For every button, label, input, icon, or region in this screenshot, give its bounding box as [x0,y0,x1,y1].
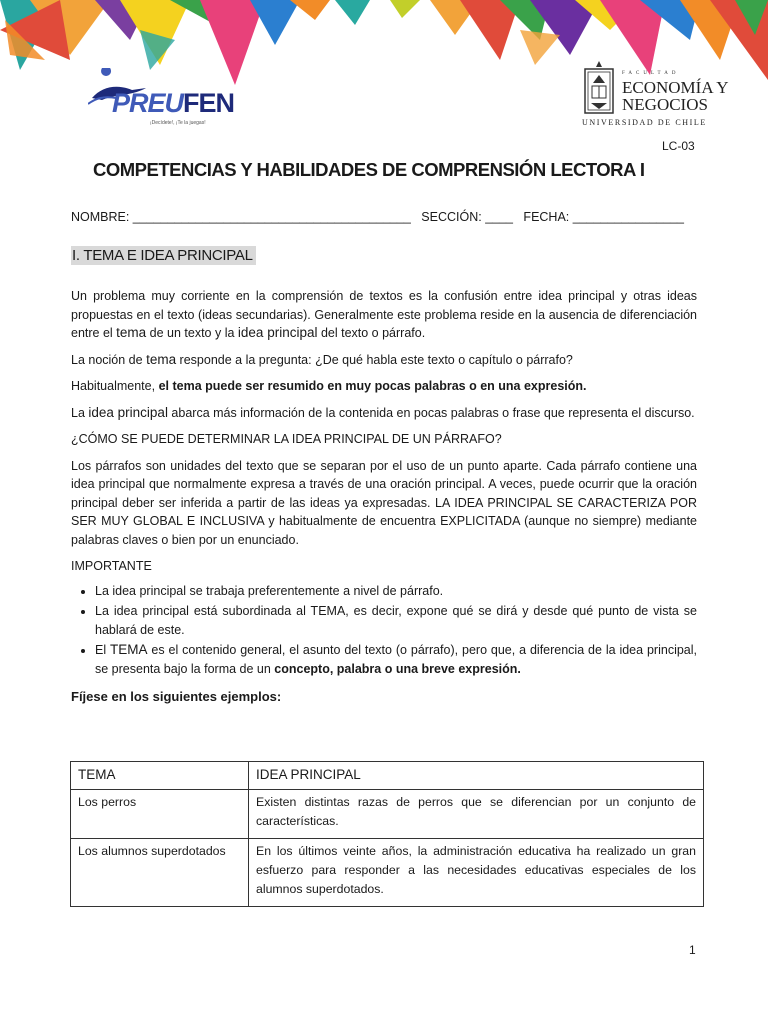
paragraph-question: ¿CÓMO SE PUEDE DETERMINAR LA IDEA PRINCIPAL DE UN PÁRRAFO? [71,432,502,446]
column-header-idea: IDEA PRINCIPAL [249,762,704,790]
table-cell-tema: Los perros [71,790,249,839]
table-cell-tema: Los alumnos superdotados [71,839,249,907]
university-crest-icon [582,59,616,117]
paragraph-parrafos: Los párrafos son unidades del texto que se separan por el uso de un punto aparte. Cada párrafo contiene una idea principal que normalmente expresa a través de una oración principal. A veces, puede ocurrir que la oración principal deber ser inferida a partir de las ideas ya expresadas. LA IDEA PRINCIPAL SE CARACTERIZA POR SER MUY GLOBAL E INCLUSIVA y habitualmente de encuentra EXPLICITADA (aunque no siempre) mediante palabras claves o bien por un enunciado. [71,458,697,547]
student-form-line: NOMBRE: ________________________________________ SECCIÓN: ____ FECHA: ________________ [71,210,684,224]
list-item: • La idea principal está subordinada al TEMA, es decir, expone qué se dirá y desde qué punto de vista se hablará de este. [95,602,697,639]
table-row [71,790,704,839]
examples-heading: Fíjese en los siguientes ejemplos: [71,689,282,704]
table-cell-idea: En los últimos veinte años, la administración educativa ha realizado un gran esfuerzo para responder a las necesidades educativas especiales de los alumnos superdotados. [249,839,704,907]
paragraph-habitualmente: Habitualmente, el tema puede ser resumido en muy pocas palabras o en una expresión. [71,379,587,393]
preufen-tagline: ¡Decídete!, ¡Te la juegas! [150,120,206,126]
university-label: UNIVERSIDAD DE CHILE [582,118,707,127]
examples-table [70,761,704,907]
column-header-tema: TEMA [71,762,249,790]
table-cell-idea: Existen distintas razas de perros que se diferencian por un conjunto de características. [249,790,704,839]
list-item: • El TEMA es el contenido general, el asunto del texto (o párrafo), pero que, a diferencia de la idea principal, se presenta bajo la forma de un concepto, palabra o una breve expresión. [95,641,697,678]
section-heading: I. TEMA E IDEA PRINCIPAL [71,246,256,265]
preufen-logo [88,68,248,128]
table-header-row [71,762,704,790]
paragraph-idea-principal: La idea principal abarca más información de la contenida en pocas palabras o frase que representa el discurso. [71,404,695,420]
document-code: LC-03 [662,139,695,153]
list-item: • La idea principal se trabaja preferentemente a nivel de párrafo. [95,582,697,601]
preufen-wordmark: PREUFEN [112,88,235,118]
paragraph-tema: La noción de tema responde a la pregunta: ¿De qué habla este texto o capítulo o párrafo? [71,351,573,367]
table-row [71,839,704,907]
paragraph-intro: Un problema muy corriente en la comprensión de textos es la confusión entre idea principal y otras ideas propuestas en el texto (ideas secundarias). Generalmente este problema reside en la ausencia de diferenciación entre el tema de un texto y la idea principal del texto o párrafo. [71,289,697,340]
negocios-label: NEGOCIOS [622,95,708,114]
page-number: 1 [689,943,696,957]
economia-label: ECONOMÍA Y [622,78,729,97]
main-content [71,287,697,707]
important-list [71,582,697,679]
fen-uchile-logo [580,55,729,130]
faculty-label: FACULTAD [622,71,680,76]
page-title: COMPETENCIAS Y HABILIDADES DE COMPRENSIÓN LECTORA I [93,159,645,180]
paragraph-importante: IMPORTANTE [71,559,152,573]
